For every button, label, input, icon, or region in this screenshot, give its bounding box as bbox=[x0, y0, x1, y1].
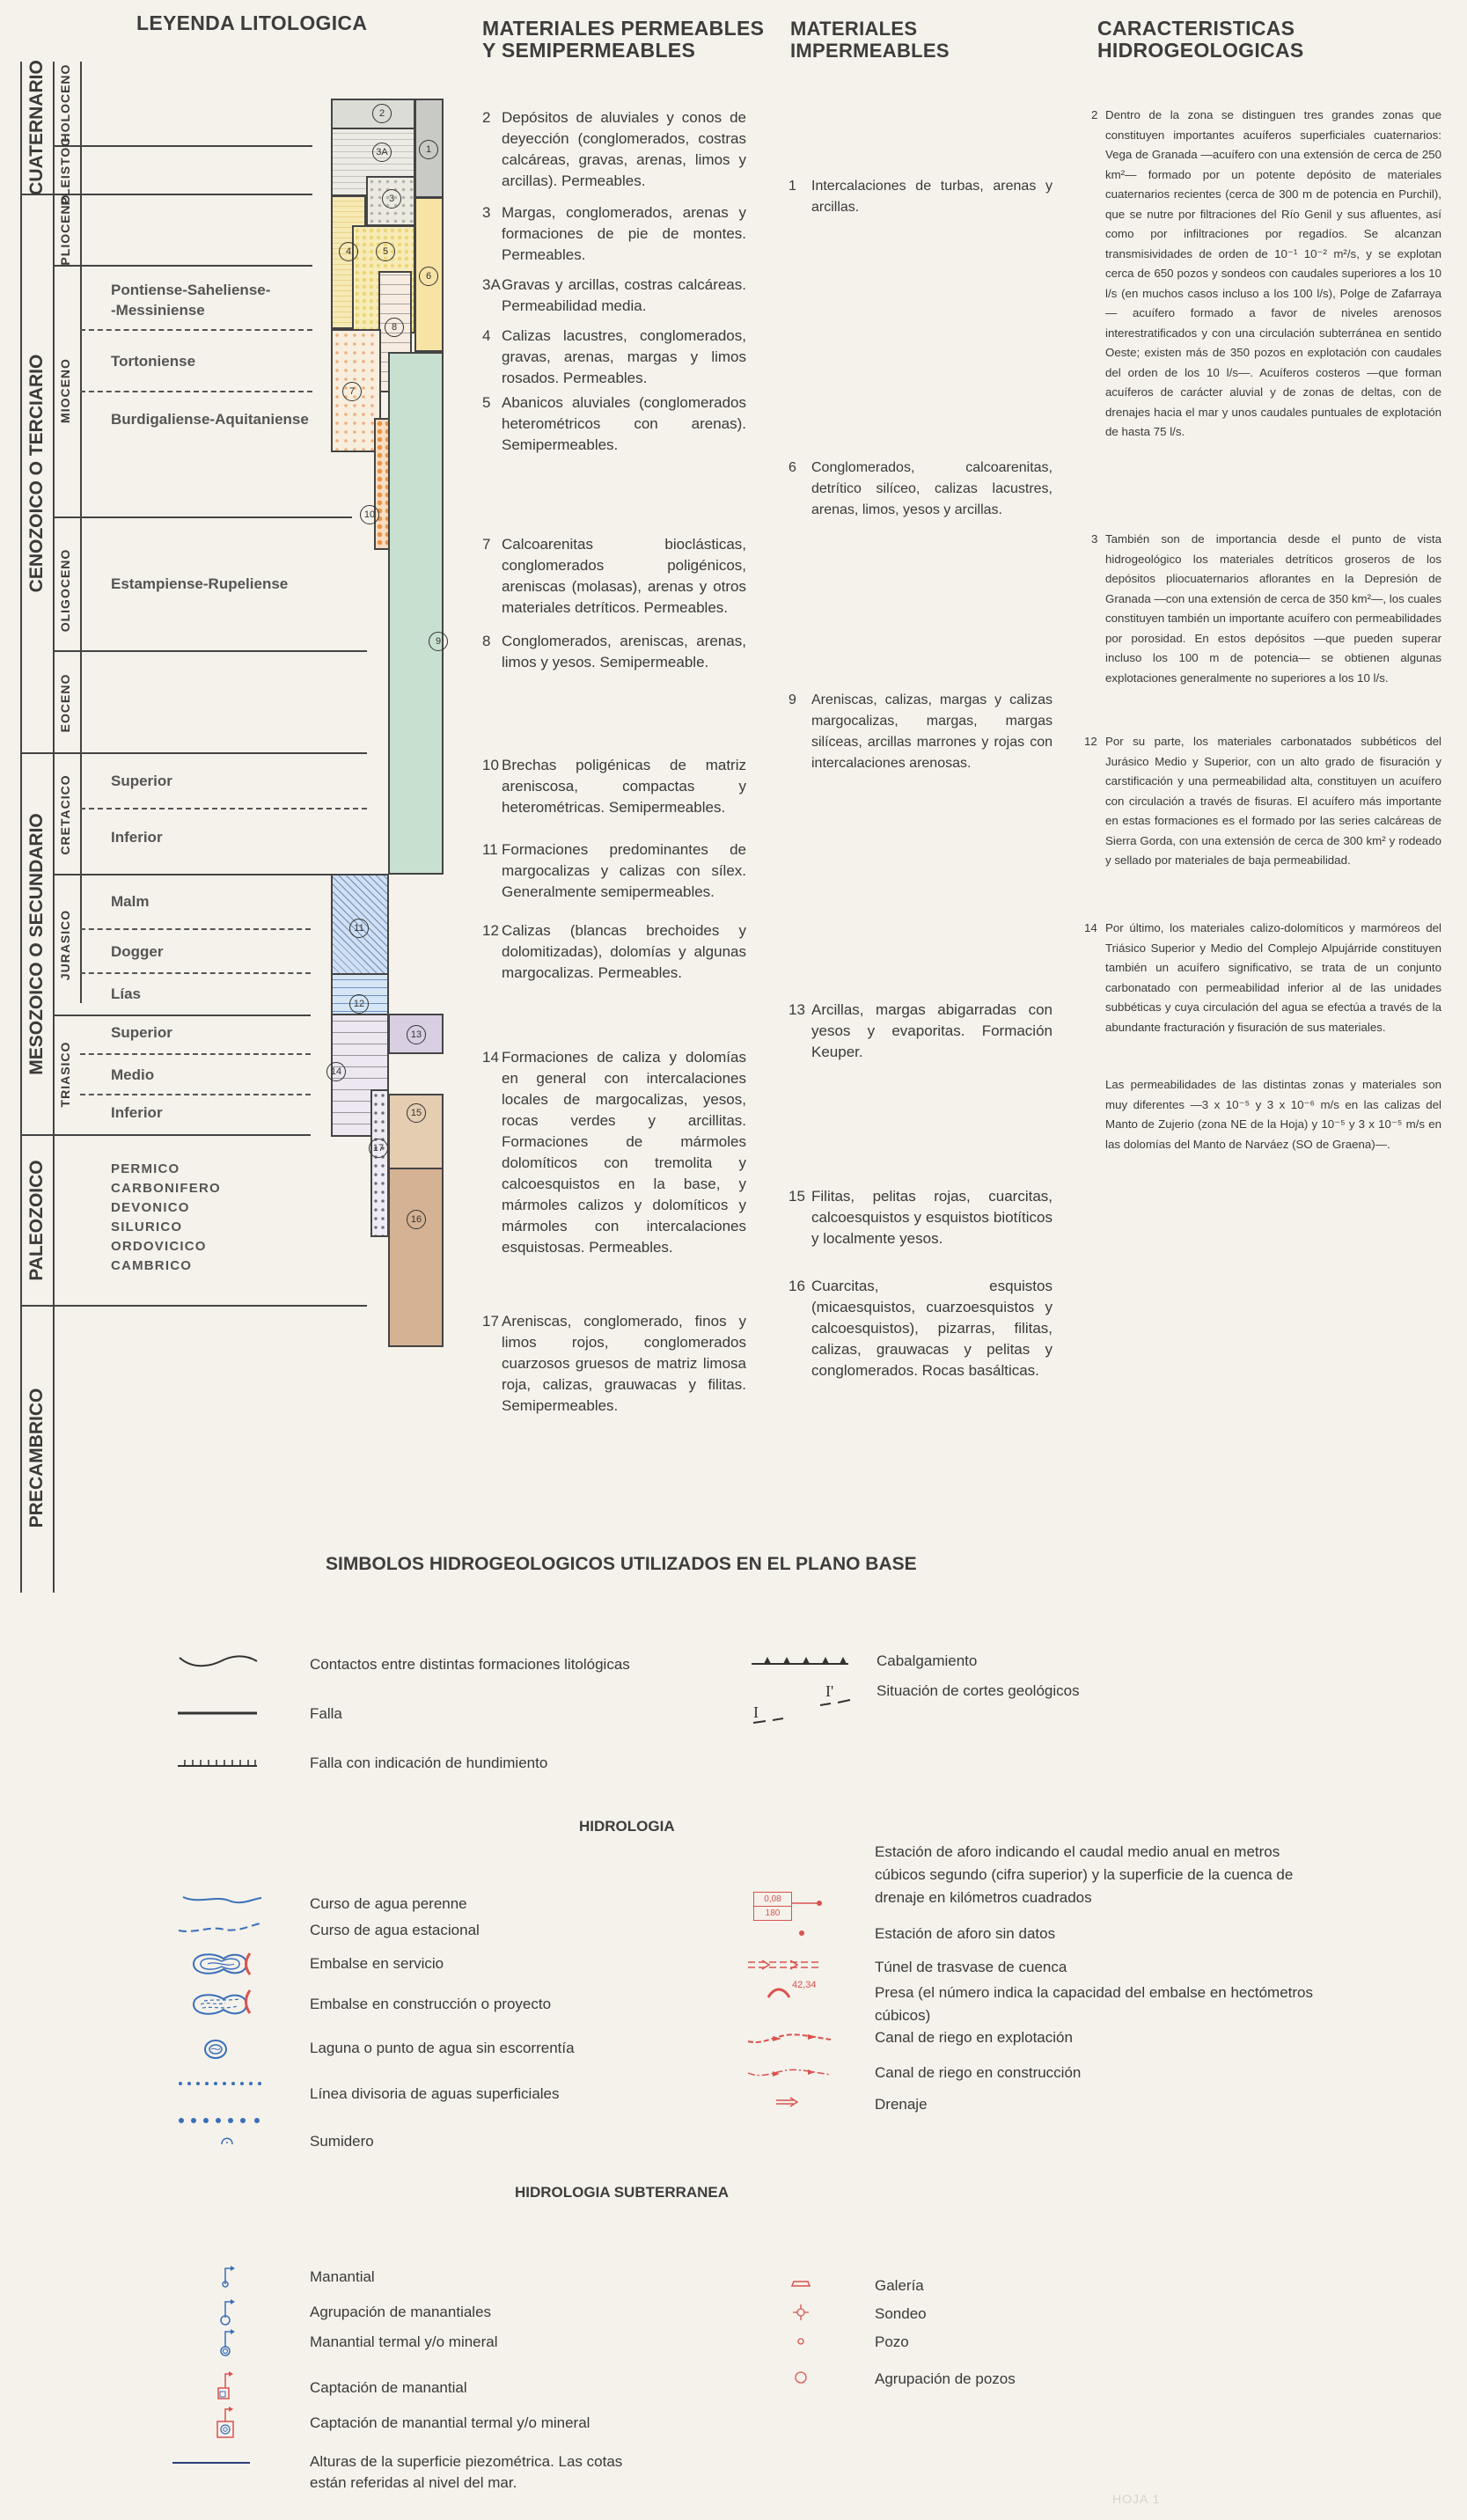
permeables-title-line2: Y SEMIPERMEABLES bbox=[482, 39, 696, 62]
era-col-right-line bbox=[53, 62, 55, 1593]
sub-sondeo-label: Sondeo bbox=[875, 2305, 927, 2322]
permeable-item-num: 10 bbox=[482, 757, 499, 773]
permeable-item-num: 3A bbox=[482, 276, 501, 293]
thermal-spring-icon bbox=[220, 2328, 238, 2358]
stage-cret-inferior: Inferior bbox=[111, 829, 163, 846]
fault-subsidence-icon bbox=[176, 1756, 260, 1769]
unit-badge-5: 5 bbox=[376, 242, 395, 261]
well-icon bbox=[796, 2337, 805, 2346]
permeable-item-text: Calizas (blancas brechoides y dolomitizadas), dolomías y algunas margocalizas. Permeables. bbox=[502, 922, 746, 981]
sub-captacion-label: Captación de manantial bbox=[310, 2379, 467, 2396]
era-cenozoico: CENOZOICO O TERCIARIO bbox=[26, 354, 47, 593]
caracteristica-item-num: 12 bbox=[1084, 735, 1097, 748]
hidro-perenne-label: Curso de agua perenne bbox=[310, 1895, 467, 1912]
stage-tortoniense: Tortoniense bbox=[111, 353, 196, 370]
impermeables-title-line1: MATERIALES bbox=[790, 18, 918, 40]
caracteristica-item bbox=[1084, 1075, 1441, 1154]
permeable-item-text: Brechas poligénicas de matriz areniscosa, compactas y heterométricas. Semipermeables. bbox=[502, 757, 746, 816]
paleo-devonico: DEVONICO bbox=[111, 1200, 190, 1215]
sep-mioceno bbox=[53, 516, 352, 518]
hidro-laguna-label: Laguna o punto de agua sin escorrentía bbox=[310, 2040, 575, 2056]
era-precambrico: PRECAMBRICO bbox=[26, 1388, 47, 1528]
stage-pontiense-line2: -Messiniense bbox=[111, 302, 205, 319]
era-cuaternario: CUATERNARIO bbox=[26, 60, 47, 195]
leyenda-litologica-title: LEYENDA LITOLOGICA bbox=[136, 11, 368, 34]
permeable-item-num: 3 bbox=[482, 204, 491, 221]
period-cretacico: CRETACICO bbox=[58, 774, 72, 855]
hidro-embalse-construccion-label: Embalse en construcción o proyecto bbox=[310, 1996, 552, 2012]
sep-tri-sup bbox=[80, 1053, 311, 1055]
caracteristica-item bbox=[1084, 732, 1441, 871]
permeable-item-text: Gravas y arcillas, costras calcáreas. Permeabilidad media. bbox=[502, 276, 746, 314]
permeable-item-num: 7 bbox=[482, 536, 491, 553]
subterranea-title: HIDROLOGIA SUBTERRANEA bbox=[515, 2184, 730, 2201]
permeables-title-line1: MATERIALES PERMEABLES bbox=[482, 17, 765, 40]
transfer-tunnel-icon bbox=[746, 1959, 825, 1971]
hidrologia-title: HIDROLOGIA bbox=[579, 1818, 675, 1835]
caracteristica-item-text: También son de importancia desde el punto de vista hidrogeológico los materiales detríticos groseros de los depósitos pliocuaternarios aflorantes en la Depresión de Granada —con una extensión de cerca de 350 km²—, los cuales constituyen también un importante acuífero con permeabilidades por porosidad. En estos depósitos —que pueden superar incluso los 100 m de potencia— se obtienen algunas explotaciones generalmente no superiores a los 10 l/s. bbox=[1105, 532, 1441, 685]
permeable-item-num: 11 bbox=[482, 841, 498, 858]
footer-sheet-mark: HOJA 1 bbox=[1112, 2492, 1161, 2506]
sep-plioceno bbox=[53, 265, 312, 267]
reservoir-in-service-icon bbox=[188, 1948, 259, 1980]
reservoir-construction-icon bbox=[188, 1987, 259, 2020]
caracteristica-item-text: Por último, los materiales calizo-dolomíticos y marmóreos del Triásico Superior y Medio del Complejo Alpujárride constituyen también un acuífero significativo, se trata de un conjunto carbonatado con permeabilidad inferior al de las unidades subbéticas y cuya circulación del agua se efectúa a través de la abundante fracturación y fisuración de sus materiales. bbox=[1105, 921, 1441, 1034]
stage-pontiense-line1: Pontiense-Saheliense- bbox=[111, 282, 271, 298]
permeable-item bbox=[482, 1047, 746, 1258]
impermeable-item-text: Areniscas, calizas, margas y calizas margocalizas, margas, margas silíceas, arcillas marrones y rojas con intercalaciones arenosas. bbox=[811, 692, 1053, 771]
spring-group-icon bbox=[220, 2298, 238, 2326]
unit-badge-4: 4 bbox=[339, 242, 358, 261]
sep-paleozoico bbox=[20, 1305, 367, 1307]
hidro-tunel-label: Túnel de trasvase de cuenca bbox=[875, 1959, 1067, 1975]
sep-cret-sup bbox=[80, 808, 367, 809]
era-mesozoico: MESOZOICO O SECUNDARIO bbox=[26, 813, 47, 1075]
symbol-cabalgamiento-label: Cabalgamiento bbox=[877, 1652, 978, 1669]
impermeable-item bbox=[789, 1000, 1053, 1063]
symbols-title: SIMBOLOS HIDROGEOLOGICOS UTILIZADOS EN EL PLANO BASE bbox=[326, 1554, 917, 1574]
dam-capacity-value: 42,34 bbox=[792, 1980, 817, 1990]
contact-line-icon bbox=[176, 1652, 260, 1670]
permeable-item-num: 14 bbox=[482, 1049, 499, 1066]
hidro-sumidero-label: Sumidero bbox=[310, 2133, 374, 2150]
period-eoceno: EOCENO bbox=[58, 673, 72, 733]
stage-pontiense bbox=[111, 280, 270, 320]
impermeable-item-num: 1 bbox=[789, 179, 796, 194]
impermeables-title bbox=[790, 18, 950, 62]
thermal-spring-capture-icon bbox=[215, 2406, 238, 2441]
impermeable-item bbox=[789, 1186, 1053, 1249]
stage-cret-superior: Superior bbox=[111, 773, 172, 789]
permeable-item-num: 8 bbox=[482, 633, 491, 649]
sep-holoceno bbox=[53, 145, 312, 147]
corte-label-b: I' bbox=[825, 1682, 834, 1700]
piezometric-line-icon bbox=[172, 2460, 252, 2465]
period-plioceno: PLIOCENO bbox=[58, 194, 72, 266]
caracteristica-item-num: 14 bbox=[1084, 921, 1097, 934]
caracteristica-item-text: Por su parte, los materiales carbonatados subbéticos del Jurásico Medio y Superior, con un alto grado de fisuración y carstificación y una permeabilidad alta, constituyen un acuífero con circulación a través de fisuras. El acuífero más importante en estas formaciones es el formado por las series calcáreas de Sierra Gorda, con una extensión de cerca de 300 km² y rodeado y sellado por materiales de baja permeabilidad. bbox=[1105, 735, 1441, 867]
impermeable-item-text: Intercalaciones de turbas, arenas y arcillas. bbox=[811, 179, 1053, 215]
permeable-item-num: 17 bbox=[482, 1313, 499, 1330]
irrigation-canal-construction-icon bbox=[746, 2064, 834, 2082]
permeable-item-text: Areniscas, conglomerado, finos y limos rojos, conglomerados cuarzosos gruesos de matriz limosa roja, calizas, grauwacas y filitas. Semipermeables. bbox=[502, 1313, 746, 1414]
hidro-presa-label: Presa (el número indica la capacidad del embalse en hectómetros cúbicos) bbox=[875, 1984, 1313, 2024]
stage-dogger: Dogger bbox=[111, 943, 164, 960]
paleo-carbonifero: CARBONIFERO bbox=[111, 1181, 221, 1196]
impermeable-item-num: 16 bbox=[789, 1278, 805, 1294]
permeable-item-text: Calizas lacustres, conglomerados, gravas, arenas, margas y limos rosados. Permeables. bbox=[502, 327, 746, 386]
unit-badge-1: 1 bbox=[419, 140, 438, 159]
caracteristicas-title bbox=[1097, 18, 1304, 62]
impermeables-title-line2: IMPERMEABLES bbox=[790, 40, 950, 62]
caracteristica-item-text: Dentro de la zona se distinguen tres grandes zonas que constituyen importantes acuíferos superficiales cuaternarios: Vega de Granada —acuífero con una extensión de cerca de 250 km²— formado por un potente depósito de materiales cuaternarios recientes (cerca de 300 m de potencia en Purchil), que se nutre por filtraciones del Río Genil y sus afluentes, así como por infiltraciones por regadíos. Se alcanzan transmisividades de orden de 10⁻¹ 10⁻² m²/s, y se explotan cerca de 650 pozos y sondeos con caudales superiores a los 10 l/s (en muchos casos incluso a los 100 l/s), Polge de Zafarraya— acuífero formado a favor de niveles arenosos interestratificados y con una circulación subterránea en sentido Oeste; existen más de 350 pozos en explotación con caudales del orden de los 10 l/s—. Acuíferos costeros —que forman acuíferos de carácter aluvial y de zonas de deltas, con de drenajes hacia el mar y unos caudales puntuales de explotación de hasta 75 l/s. bbox=[1105, 108, 1441, 438]
impermeable-item bbox=[789, 1276, 1053, 1381]
sep-jurasico bbox=[53, 1015, 311, 1016]
seasonal-stream-icon bbox=[176, 1920, 264, 1936]
impermeable-item-text: Arcillas, margas abigarradas con yesos y evaporitas. Formación Keuper. bbox=[811, 1001, 1053, 1060]
permeable-item bbox=[482, 326, 746, 389]
hidro-divisoria-label: Línea divisoria de aguas superficiales bbox=[310, 2085, 560, 2102]
symbol-falla-hund-label: Falla con indicación de hundimiento bbox=[310, 1754, 548, 1771]
unit-16-block bbox=[388, 1168, 444, 1347]
permeable-item-text: Depósitos de aluviales y conos de deyección (conglomerados, costras calcáreas, gravas, arenas, limos y arcillas). Permeables. bbox=[502, 109, 746, 189]
era-col-left-line bbox=[20, 62, 22, 1593]
permeable-item bbox=[482, 534, 746, 619]
permeable-item-text: Formaciones de caliza y dolomías en general con intercalaciones locales de margocalizas, yesos, rocas verdes y arcillitas. Formaciones de mármoles dolomíticos con tremolita y calcoesquistos en la base, y mármoles calizos y dolomíticos y mármoles con intercalaciones esquistosas. Permeables. bbox=[502, 1049, 746, 1256]
permeable-item-num: 2 bbox=[482, 109, 491, 126]
impermeable-item-num: 6 bbox=[789, 460, 796, 475]
period-pleistoceno: PLEISTOC. bbox=[58, 132, 72, 206]
sep-mesozoico bbox=[20, 1134, 311, 1136]
hidro-aforo-sin-label: Estación de aforo sin datos bbox=[875, 1925, 1056, 1942]
period-jurasico: JURASICO bbox=[58, 909, 72, 981]
period-holoceno: HOLOCENO bbox=[58, 63, 72, 143]
sep-dogger bbox=[80, 972, 311, 974]
permeable-item-num: 4 bbox=[482, 327, 491, 344]
permeables-title bbox=[482, 18, 764, 62]
stage-tri-superior: Superior bbox=[111, 1024, 172, 1041]
permeable-item-text: Abanicos aluviales (conglomerados heterométricos con arenas). Semipermeables. bbox=[502, 394, 746, 453]
sep-tri-medio bbox=[80, 1094, 311, 1095]
irrigation-canal-operating-icon bbox=[746, 2029, 834, 2047]
impermeable-item-text: Filitas, pelitas rojas, cuarcitas, calcoesquistos y esquistos biotíticos y localmente yesos. bbox=[811, 1188, 1053, 1247]
sep-tortoniense bbox=[80, 391, 312, 392]
permeable-item bbox=[482, 1311, 746, 1417]
unit-badge-13: 13 bbox=[407, 1025, 426, 1044]
gauging-station-icon bbox=[753, 1892, 792, 1921]
sinkhole-icon bbox=[220, 2135, 234, 2145]
caracteristica-item-num: 3 bbox=[1091, 532, 1098, 546]
stage-burdigaliense: Burdigaliense-Aquitaniense bbox=[111, 411, 309, 428]
caracteristica-item-text: Las permeabilidades de las distintas zonas y materiales son muy diferentes —3 x 10⁻⁵ y 3 x 10⁻⁶ m/s en las calizas del Manto de Zujerio (zona NE de la Hoja) y 10⁻⁵ y 3 x 10⁻⁵ m/s en las dolomías del Manto de Narváez (SO de Graena)—. bbox=[1105, 1078, 1441, 1151]
unit-badge-11: 11 bbox=[349, 919, 369, 938]
symbol-contactos-label: Contactos entre distintas formaciones litológicas bbox=[310, 1656, 630, 1673]
period-mioceno: MIOCENO bbox=[58, 358, 72, 423]
caracteristicas-title-line2: HIDROGEOLOGICAS bbox=[1097, 39, 1304, 62]
gauging-station-connector-icon bbox=[792, 1899, 824, 1908]
impermeable-item-text: Cuarcitas, esquistos (micaesquistos, cuarzoesquistos y calcoesquistos), pizarras, filitas, calizas, grauwacas y pelitas y conglomerados. Rocas basálticas. bbox=[811, 1278, 1053, 1379]
permeable-item-num: 5 bbox=[482, 394, 491, 411]
permeable-item-text: Formaciones predominantes de margocalizas y calizas con sílex. Generalmente semipermeables. bbox=[502, 841, 746, 900]
watershed-divide-icon bbox=[176, 2077, 264, 2129]
sep-terciario bbox=[20, 752, 367, 754]
sep-cretacico bbox=[53, 874, 367, 875]
unit-badge-17: 17 bbox=[369, 1139, 388, 1158]
impermeable-item-num: 13 bbox=[789, 1001, 805, 1018]
permeable-item bbox=[482, 392, 746, 456]
corte-label-a: I bbox=[753, 1703, 759, 1721]
sub-termal-label: Manantial termal y/o mineral bbox=[310, 2333, 498, 2350]
hidro-embalse-servicio-label: Embalse en servicio bbox=[310, 1955, 444, 1972]
impermeable-item bbox=[789, 176, 1053, 218]
gallery-icon bbox=[790, 2279, 811, 2288]
sep-pontiense bbox=[80, 329, 312, 331]
gauging-station-bottom: 180 bbox=[753, 1907, 792, 1921]
unit-badge-10: 10 bbox=[360, 505, 379, 524]
drainage-arrow-icon bbox=[774, 2096, 801, 2108]
sub-agrupacion-pozos-label: Agrupación de pozos bbox=[875, 2370, 1016, 2387]
gauging-station-top: 0,08 bbox=[753, 1892, 792, 1907]
caracteristica-item-num: 2 bbox=[1091, 108, 1098, 121]
unit-badge-8: 8 bbox=[385, 318, 404, 337]
unit-badge-12: 12 bbox=[349, 994, 369, 1014]
unit-badge-2: 2 bbox=[372, 104, 392, 123]
thrust-line-icon bbox=[750, 1654, 851, 1667]
symbol-falla-label: Falla bbox=[310, 1705, 342, 1722]
hidro-canal-construccion-label: Canal de riego en construcción bbox=[875, 2064, 1082, 2081]
sub-agrupacion-manantiales-label: Agrupación de manantiales bbox=[310, 2304, 492, 2320]
unit-badge-3: 3 bbox=[382, 189, 401, 209]
unit-badge-6: 6 bbox=[419, 267, 438, 286]
stage-tri-medio: Medio bbox=[111, 1066, 155, 1083]
fault-line-icon bbox=[176, 1709, 260, 1718]
sub-pozo-label: Pozo bbox=[875, 2333, 909, 2350]
caracteristica-item bbox=[1084, 919, 1441, 1037]
caracteristica-item bbox=[1091, 106, 1441, 443]
stage-estampiense: Estampiense-Rupeliense bbox=[111, 575, 289, 592]
unit-badge-9: 9 bbox=[429, 632, 448, 651]
dam-icon bbox=[766, 1983, 792, 2001]
impermeable-item-num: 15 bbox=[789, 1188, 805, 1205]
stage-malm: Malm bbox=[111, 893, 150, 910]
caracteristicas-title-line1: CARACTERISTICAS bbox=[1097, 17, 1295, 40]
permeable-item bbox=[482, 920, 746, 984]
hidro-estacional-label: Curso de agua estacional bbox=[310, 1922, 480, 1938]
permeable-item bbox=[482, 839, 746, 903]
unit-badge-16: 16 bbox=[407, 1210, 426, 1229]
period-col-right-line bbox=[80, 62, 82, 1003]
sub-captacion-termal-label: Captación de manantial termal y/o mineral bbox=[310, 2414, 590, 2431]
hidro-aforo-label: Estación de aforo indicando el caudal medio anual en metros cúbicos segundo (cifra superior) y la superficie de la cuenca de drenaje en kilómetros cuadrados bbox=[875, 1843, 1294, 1906]
permeable-item-text: Conglomerados, areniscas, arenas, limos y yesos. Semipermeable. bbox=[502, 633, 746, 670]
stage-tri-inferior: Inferior bbox=[111, 1104, 163, 1121]
paleo-silurico: SILURICO bbox=[111, 1220, 183, 1234]
symbol-cortes-label: Situación de cortes geológicos bbox=[877, 1682, 1080, 1699]
unit-badge-14: 14 bbox=[326, 1062, 346, 1081]
sub-alturas-label: Alturas de la superficie piezométrica. Las cotas están referidas al nivel del mar. bbox=[310, 2453, 623, 2491]
unit-badge-7: 7 bbox=[342, 382, 362, 401]
sep-oligoceno bbox=[53, 650, 367, 652]
spring-icon bbox=[220, 2265, 238, 2288]
well-group-icon bbox=[794, 2370, 808, 2384]
unit-9-block bbox=[388, 352, 444, 875]
paleo-cambrico: CAMBRICO bbox=[111, 1258, 193, 1273]
impermeable-item bbox=[789, 458, 1053, 521]
sep-malm bbox=[80, 928, 311, 930]
unit-badge-15: 15 bbox=[407, 1103, 426, 1123]
impermeable-item-text: Conglomerados, calcoarenitas, detrítico silíceo, calizas lacustres, arenas, limos, yesos y arcillas. bbox=[811, 460, 1053, 517]
perennial-stream-icon bbox=[180, 1892, 264, 1909]
permeable-item bbox=[482, 275, 746, 317]
period-triasico: TRIASICO bbox=[58, 1041, 72, 1108]
permeable-item-text: Margas, conglomerados, arenas y formaciones de pie de montes. Permeables. bbox=[502, 204, 746, 263]
unit-badge-3a: 3A bbox=[372, 143, 392, 162]
permeable-item-text: Calcoarenitas bioclásticas, conglomerados poligénicos, areniscas (molasas), arenas y otros materiales detríticos. Permeables. bbox=[502, 536, 746, 616]
stage-lias: Lías bbox=[111, 985, 142, 1002]
sub-galeria-label: Galería bbox=[875, 2277, 924, 2294]
sub-manantial-label: Manantial bbox=[310, 2268, 375, 2285]
caracteristica-item bbox=[1091, 530, 1441, 688]
impermeable-item bbox=[789, 690, 1053, 774]
era-paleozoico: PALEOZOICO bbox=[26, 1160, 47, 1281]
permeable-item-num: 12 bbox=[482, 922, 499, 939]
permeable-item bbox=[482, 202, 746, 266]
spring-capture-icon bbox=[215, 2370, 236, 2402]
hidro-canal-explotacion-label: Canal de riego en explotación bbox=[875, 2029, 1073, 2046]
hidro-drenaje-label: Drenaje bbox=[875, 2096, 928, 2113]
borehole-icon bbox=[792, 2304, 810, 2321]
paleo-ordovicico: ORDOVICICO bbox=[111, 1239, 207, 1254]
permeable-item bbox=[482, 755, 746, 818]
gauging-station-no-data-icon bbox=[797, 1929, 806, 1938]
period-oligoceno: OLIGOCENO bbox=[58, 548, 72, 633]
paleo-permico: PERMICO bbox=[111, 1161, 180, 1176]
permeable-item bbox=[482, 107, 746, 192]
unit-17-block bbox=[370, 1089, 389, 1237]
impermeable-item-num: 9 bbox=[789, 692, 796, 707]
permeable-item bbox=[482, 631, 746, 673]
lagoon-icon bbox=[202, 2038, 229, 2061]
cross-section-icon bbox=[746, 1679, 857, 1725]
